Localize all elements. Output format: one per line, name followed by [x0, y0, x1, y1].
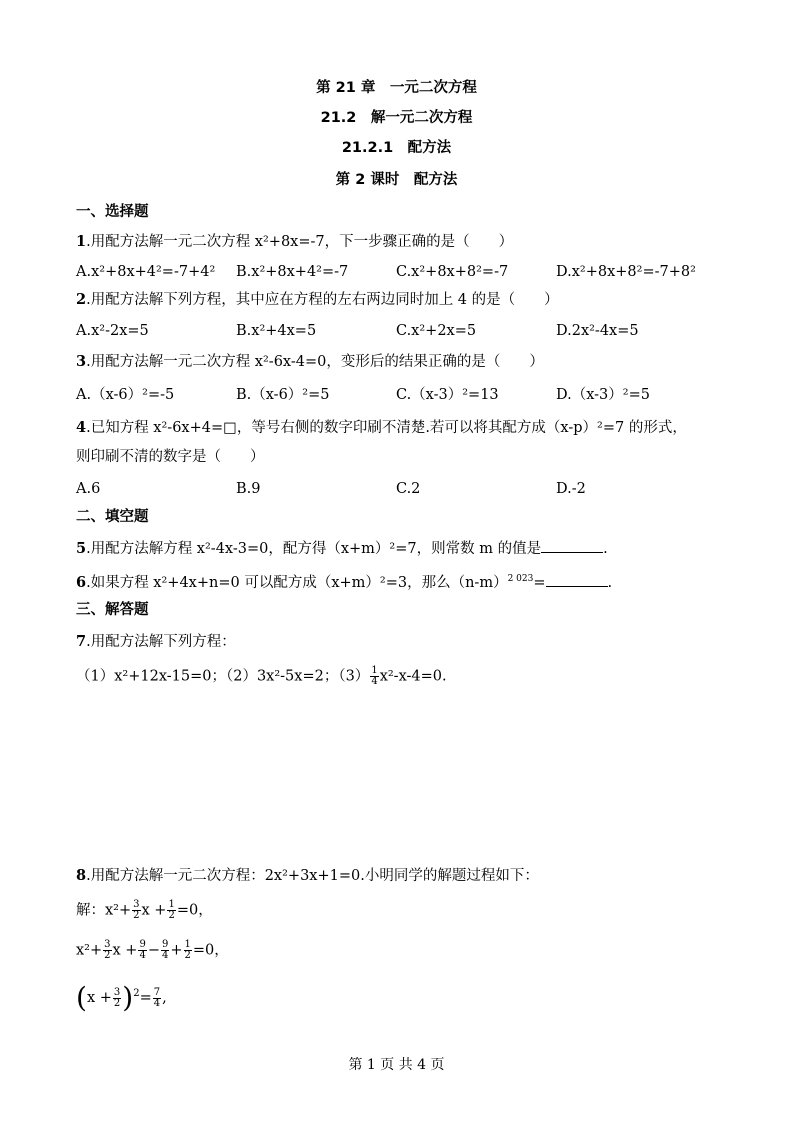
- option-a: A.（x-6）²=-5: [76, 387, 175, 403]
- fraction: $\frac{3}{2}$: [104, 939, 111, 961]
- answer-blank[interactable]: [541, 538, 603, 553]
- exponent: 2 023: [507, 574, 534, 584]
- question-number: 5: [76, 540, 87, 557]
- part-3: x²-x-4=0.: [379, 668, 447, 685]
- question-number: 3: [76, 353, 87, 370]
- section-title: 21.2 解一元二次方程: [320, 110, 473, 126]
- section-answer: 三、解答题: [76, 602, 149, 618]
- part-1-2: （1）x²+12x-15=0；（2）3x²-5x=2；（3）: [76, 668, 370, 685]
- question-2: [76, 290, 559, 310]
- option-c: C.x²+2x=5: [396, 323, 477, 339]
- question-text: .用配方法解一元二次方程 x²+8x=-7，下一步骤正确的是（ ）: [86, 234, 514, 250]
- question-text: .用配方法解下列方程，其中应在方程的左右两边同时加上 4 的是（ ）: [86, 292, 559, 308]
- lesson-title: 第 2 课时 配方法: [335, 172, 458, 188]
- option-c: C.x²+8x+8²=-7: [396, 264, 509, 280]
- section-choice: 一、选择题: [76, 204, 149, 220]
- question-text: .用配方法解下列方程：: [86, 634, 236, 650]
- question-text: .已知方程 x²-6x+4=□，等号右侧的数字印刷不清楚.若可以将其配方成（x-p）²=7 的形式，: [86, 420, 687, 436]
- solution-step-1: 解：x²+ $\frac{3}{2}$ x + $\frac{1}{2}$ =0，: [76, 899, 213, 921]
- question-number: 1: [76, 233, 87, 250]
- answer-blank[interactable]: [546, 572, 608, 587]
- option-c: C.2: [396, 481, 421, 497]
- chapter-title: 第 21 章 一元二次方程: [316, 80, 477, 96]
- fraction: $\frac{1}{4}$: [371, 665, 378, 687]
- section-fill: 二、填空题: [76, 509, 149, 525]
- question-text: .用配方法解方程 x²-4x-3=0，配方得（x+m）²=7，则常数 m 的值是: [86, 541, 542, 557]
- option-a: A.x²-2x=5: [76, 323, 149, 339]
- fraction: $\frac{1}{2}$: [184, 939, 191, 961]
- question-number: 8: [76, 867, 87, 884]
- equals: =: [533, 574, 546, 591]
- fraction: $\frac{7}{4}$: [153, 986, 161, 1009]
- page-footer: 第 1 页 共 4 页: [348, 1057, 445, 1073]
- question-number: 4: [76, 419, 87, 436]
- option-d: D.x²+8x+8²=-7+8²: [556, 264, 696, 280]
- question-3: [76, 352, 544, 372]
- fraction: $\frac{9}{4}$: [139, 939, 146, 961]
- option-d: D.-2: [556, 481, 586, 497]
- option-b: B.x²+4x=5: [236, 323, 317, 339]
- question-number: 2: [76, 291, 87, 308]
- option-b: B.9: [236, 481, 261, 497]
- question-8: [76, 866, 539, 886]
- fraction: $\frac{9}{4}$: [161, 939, 169, 961]
- question-1: [76, 232, 513, 252]
- option-d: D.2x²-4x=5: [556, 323, 639, 339]
- option-a: A.6: [76, 481, 101, 497]
- option-c: C.（x-3）²=13: [396, 387, 499, 403]
- option-b: B.（x-6）²=5: [236, 387, 330, 403]
- question-end: .: [603, 541, 608, 557]
- question-end: .: [607, 574, 613, 591]
- option-d: D.（x-3）²=5: [556, 387, 650, 403]
- question-5: [76, 538, 608, 559]
- question-4: [76, 418, 687, 438]
- fraction: $\frac{3}{2}$: [113, 986, 121, 1009]
- solution-step-3: (x + $\frac{3}{2}$ )$^2$= $\frac{7}{4}$ ,: [76, 981, 167, 1014]
- question-4-continued: 则印刷不清的数字是（ ）: [76, 449, 265, 465]
- question-text: .如果方程 x²+4x+n=0 可以配方成（x+m）²=3，那么（n-m）: [86, 574, 508, 591]
- question-text: .用配方法解一元二次方程：2x²+3x+1=0.小明同学的解题过程如下：: [86, 868, 539, 884]
- fraction: $\frac{3}{2}$: [133, 899, 140, 921]
- question-number: 6: [76, 573, 87, 591]
- question-7: [76, 632, 236, 652]
- solution-step-2: x²+ $\frac{3}{2}$ x + $\frac{9}{4}$ − $\frac{9}{4}$ + $\frac{1}{2}$ =0，: [76, 939, 229, 961]
- subsection-title: 21.2.1 配方法: [341, 140, 452, 156]
- option-a: A.x²+8x+4²=-7+4²: [76, 264, 216, 280]
- question-number: 7: [76, 633, 87, 650]
- question-text: .用配方法解一元二次方程 x²-6x-4=0，变形后的结果正确的是（ ）: [86, 354, 544, 370]
- option-b: B.x²+8x+4²=-7: [236, 264, 349, 280]
- question-6: [76, 569, 612, 593]
- question-7-parts: [76, 666, 447, 687]
- fraction: $\frac{1}{2}$: [168, 899, 175, 921]
